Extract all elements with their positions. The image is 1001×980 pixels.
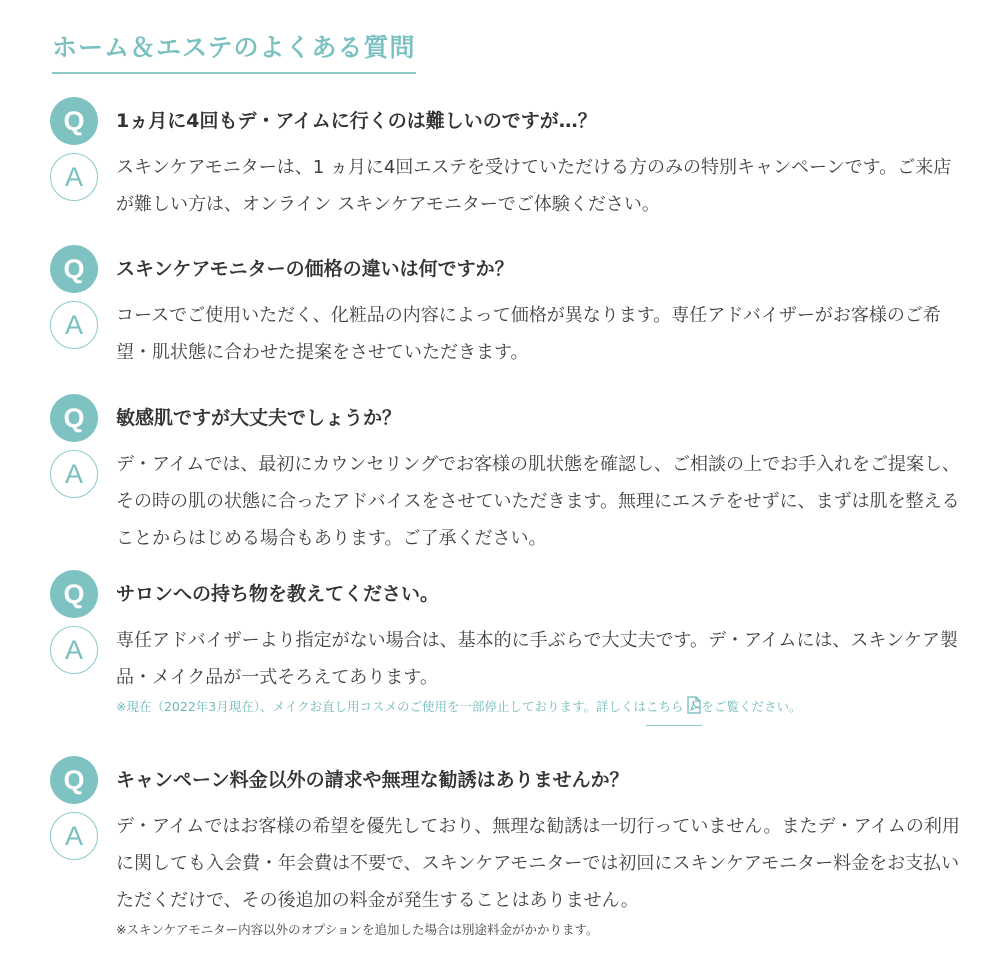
faq-item-1 [50, 97, 960, 223]
answer-row [50, 808, 960, 941]
answer-badge: A [50, 812, 98, 860]
answer-badge: A [50, 626, 98, 674]
note-text-before: ※現在（2022年3月現在）、メイクお直し用コスメのご使用を一部停止しております。詳しくは [116, 699, 646, 714]
question-row [50, 245, 960, 293]
faq-item-5 [50, 756, 960, 941]
answer-text: 専任アドバイザーより指定がない場合は、基本的に手ぶらで大丈夫です。デ・アイムには、スキンケア製品・メイク品が一式そろえてあります。 [116, 630, 958, 688]
answer-text: デ・アイムでは、最初にカウンセリングでお客様の肌状態を確認し、ご相談の上でお手入れをご提案し、その時の肌の状態に合ったアドバイスをさせていただきます。無理にエステをせずに、まずは肌を整えることからはじめる場合もあります。ご了承ください。 [116, 454, 961, 549]
answer-badge: A [50, 450, 98, 498]
faq-item-4 [50, 570, 960, 726]
question-text: 1ヵ月に4回もデ・アイムに行くのは難しいのですが…？ [116, 110, 597, 132]
page-title: ホーム＆エステのよくある質問 [52, 30, 416, 74]
details-link-label: こちら [646, 699, 684, 714]
question-text: キャンペーン料金以外の請求や無理な勧誘はありませんか？ [116, 769, 629, 791]
answer-row [50, 149, 960, 223]
question-text: 敏感肌ですが大丈夫でしょうか？ [116, 407, 402, 429]
question-row [50, 394, 960, 442]
question-row [50, 97, 960, 145]
question-row [50, 570, 960, 618]
answer-text: デ・アイムではお客様の希望を優先しており、無理な勧誘は一切行っていません。またデ・アイムの利用に関しても入会費・年会費は不要で、スキンケアモニターでは初回にスキンケアモニター料金をお支払いただくだけで、その後追加の料金が発生することはありません。 [116, 816, 960, 911]
answer-badge: A [50, 301, 98, 349]
answer-badge: A [50, 153, 98, 201]
answer-text: コースでご使用いただく、化粧品の内容によって価格が異なります。専任アドバイザーがお客様のご希望・肌状態に合わせた提案をさせていただきます。 [116, 305, 941, 363]
question-badge: Q [50, 245, 98, 293]
question-badge: Q [50, 394, 98, 442]
answer-text: スキンケアモニターは、1 ヵ月に4回エステを受けていただける方のみの特別キャンペーンです。ご来店が難しい方は、オンライン スキンケアモニターでご体験ください。 [116, 157, 952, 215]
answer-row [50, 622, 960, 726]
faq-item-2 [50, 245, 960, 371]
question-badge: Q [50, 97, 98, 145]
pdf-icon [686, 696, 702, 720]
page-title-wrap [52, 30, 416, 74]
note-text-after: をご覧ください。 [701, 699, 802, 714]
question-badge: Q [50, 756, 98, 804]
answer-row [50, 446, 960, 557]
stock-note [116, 696, 960, 726]
question-row [50, 756, 960, 804]
answer-row [50, 297, 960, 371]
question-text: スキンケアモニターの価格の違いは何ですか？ [116, 258, 514, 280]
details-link[interactable] [646, 696, 702, 726]
faq-item-3 [50, 394, 960, 557]
question-badge: Q [50, 570, 98, 618]
option-note: ※スキンケアモニター内容以外のオプションを追加した場合は別途料金がかかります。 [116, 922, 599, 937]
question-text: サロンへの持ち物を教えてください。 [116, 583, 440, 605]
